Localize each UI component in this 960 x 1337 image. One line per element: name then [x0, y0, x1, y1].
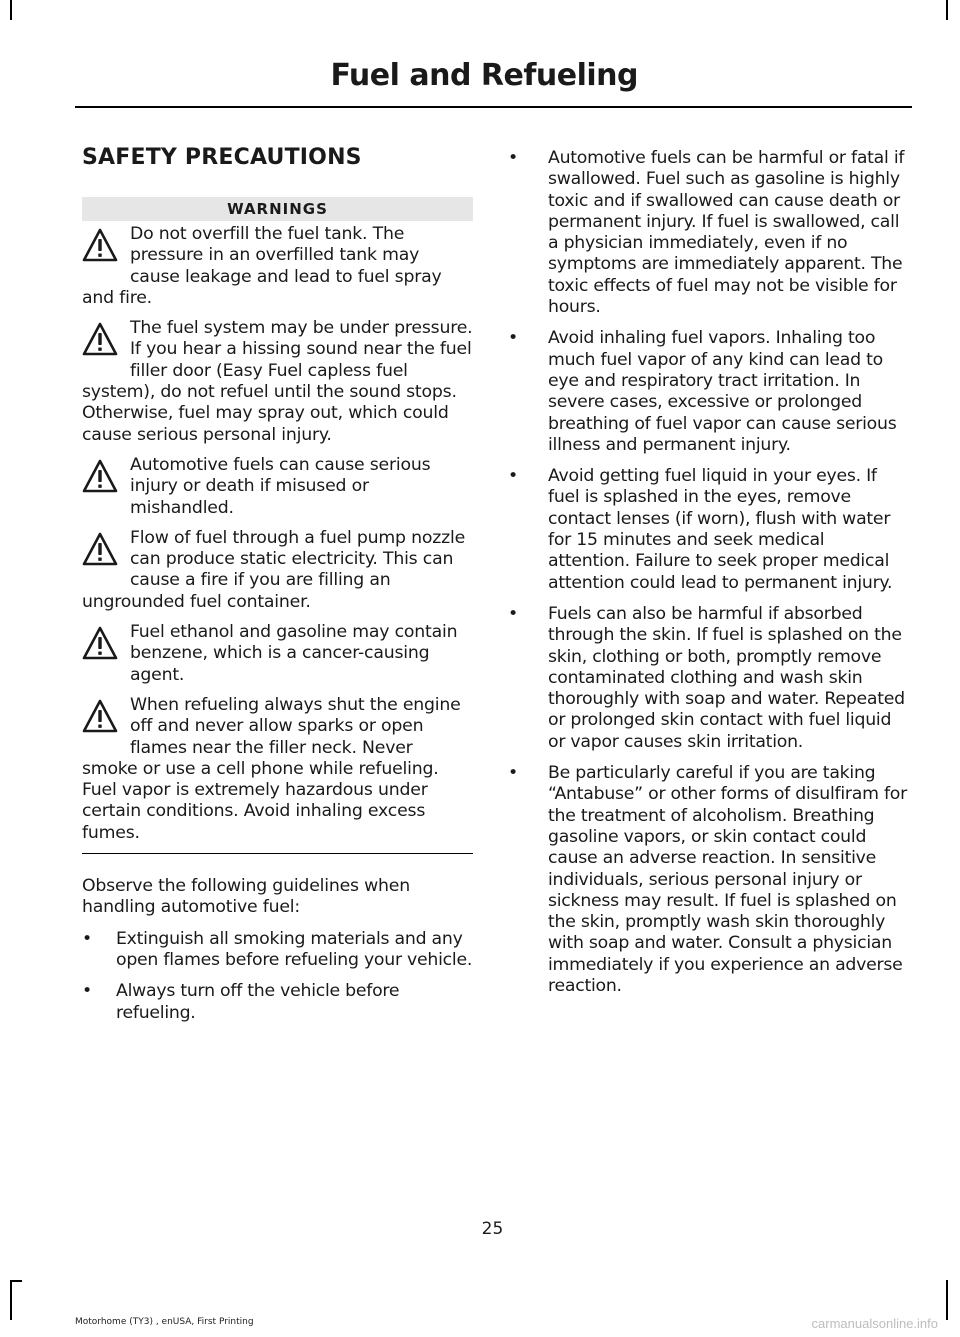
warning-item [82, 318, 473, 446]
bullet-dot: • [508, 466, 518, 487]
bullet-item [508, 328, 907, 456]
bullet-text: Avoid inhaling fuel vapors. Inhaling too much fuel vapor of any kind can lead to eye and respiratory tract irritation. In severe cases, excessive or prolonged breathing of fuel vapor can cause serious illness and permanent injury. [548, 328, 897, 455]
warning-item [82, 528, 473, 613]
guidelines-intro: Observe the following guidelines when handling automotive fuel: [82, 876, 410, 918]
warning-triangle-icon [82, 322, 130, 368]
right-bullet-list [508, 148, 907, 997]
crop-mark-bottom-left-v [10, 1280, 12, 1320]
bullet-text: Always turn off the vehicle before refueling. [116, 981, 400, 1023]
bullet-item [508, 604, 907, 753]
warnings-heading: WARNINGS [82, 197, 473, 221]
warning-item [82, 622, 473, 686]
left-column [82, 145, 473, 1034]
warning-item [82, 455, 473, 519]
warning-item [82, 224, 473, 309]
warning-text: Flow of fuel through a fuel pump nozzle can produce static electricity. This can cause a fire if you are filling an ungrounded fuel container. [82, 527, 466, 612]
warning-text: The fuel system may be under pressure. If you hear a hissing sound near the fuel filler door (Easy Fuel capless fuel system), do not refuel until the sound stops. Otherwise, fuel may spray out, which could cause serious personal injury. [82, 318, 473, 445]
right-column [508, 148, 907, 1007]
warning-text: Do not overfill the fuel tank. The pressure in an overfilled tank may cause leakage and lead to fuel spray and fire. [82, 224, 442, 308]
bullet-dot: • [508, 763, 518, 784]
footer-text: Motorhome (TY3) , enUSA, First Printing [75, 1317, 254, 1327]
header-title: Fuel and Refueling [330, 58, 638, 93]
bullet-item [82, 981, 473, 1024]
watermark: carmanualsonline.info [811, 1316, 938, 1331]
warning-item [82, 695, 473, 844]
warning-triangle-icon [82, 228, 130, 274]
bullet-text: Avoid getting fuel liquid in your eyes. If fuel is splashed in the eyes, remove contact lenses (if worn), flush with water for 15 minutes and seek medical attention. Failure to seek proper medical attention could lead to permanent injury. [548, 466, 893, 593]
bullet-dot: • [508, 148, 518, 168]
warnings-list [82, 224, 473, 844]
warning-text: When refueling always shut the engine off and never allow sparks or open flames near the filler neck. Never smoke or use a cell phone while refueling. Fuel vapor is extremely hazardous under certain conditions. Avoid inhaling excess fumes. [82, 694, 461, 843]
warning-triangle-icon [82, 699, 130, 745]
bullet-dot: • [508, 328, 518, 349]
crop-mark-bottom-right-v [946, 1280, 948, 1320]
bullet-item [508, 466, 907, 594]
left-bullet-list [82, 929, 473, 1024]
bullet-item [508, 148, 907, 318]
warning-text: Fuel ethanol and gasoline may contain benzene, which is a cancer-causing agent. [130, 622, 458, 685]
warning-triangle-icon [82, 626, 130, 672]
crop-mark-top-right-v [946, 0, 948, 20]
bullet-text: Fuels can also be harmful if absorbed through the skin. If fuel is splashed on the skin, clothing or both, promptly remove contaminated clothing and wash skin thoroughly with soap and water. Repeated or prolonged skin contact with fuel liquid or vapor causes skin irritation. [548, 603, 905, 752]
bullet-dot: • [82, 928, 92, 949]
warnings-end-rule [82, 853, 473, 854]
section-title: SAFETY PRECAUTIONS [82, 145, 362, 170]
bullet-dot: • [508, 603, 518, 624]
page-number: 25 [481, 1219, 504, 1239]
bullet-text: Extinguish all smoking materials and any open flames before refueling your vehicle. [116, 928, 473, 970]
header-rule [75, 106, 912, 108]
warning-triangle-icon [82, 459, 130, 505]
bullet-item [82, 929, 473, 972]
bullet-text: Be particularly careful if you are taking “Antabuse” or other forms of disulfiram for the treatment of alcoholism. Breathing gasoline vapors, or skin contact could cause an adverse reaction. In sensitive individuals, serious personal injury or sickness may result. If fuel is splashed on the skin, promptly wash skin thoroughly with soap and water. Consult a physician immediately if you experience an adverse reaction. [548, 763, 907, 996]
warning-text: Automotive fuels can cause serious injury or death if misused or mishandled. [130, 454, 431, 518]
bullet-text: Automotive fuels can be harmful or fatal if swallowed. Fuel such as gasoline is highly toxic and if swallowed can cause death or permanent injury. If fuel is swallowed, call a physician immediately, even if no symptoms are immediately apparent. The toxic effects of fuel may not be visible for hours. [548, 148, 905, 318]
bullet-item [508, 763, 907, 997]
crop-mark-bottom-left-h [10, 1280, 22, 1282]
bullet-dot: • [82, 981, 92, 1002]
crop-mark-top-left-v [10, 0, 12, 20]
warning-triangle-icon [82, 532, 130, 578]
